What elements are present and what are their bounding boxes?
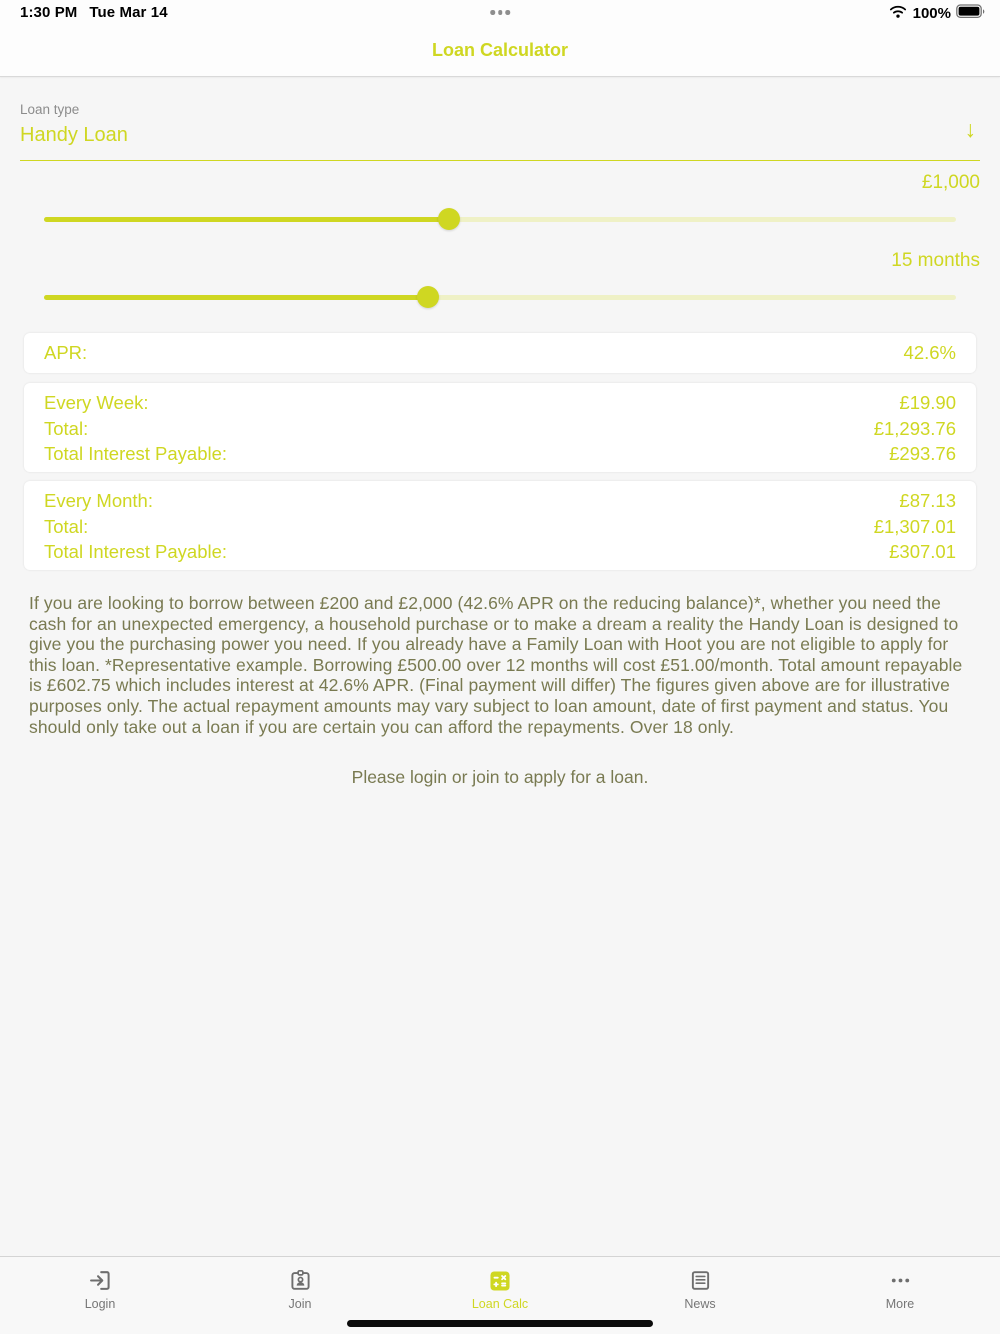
loan-type-underline (20, 160, 980, 161)
monthly-repayment-card (24, 481, 976, 570)
multitask-dots-icon (490, 10, 510, 15)
status-time-date (20, 4, 168, 21)
monthly-payment-label: Every Month: (44, 490, 153, 511)
loan-amount-slider[interactable] (44, 208, 956, 230)
loan-type-label: Loan type (20, 102, 80, 117)
battery-percent: 100% (912, 4, 951, 22)
weekly-repayment-card (24, 383, 976, 472)
tab-join-label: Join (288, 1297, 312, 1311)
loan-type-field[interactable] (20, 102, 980, 161)
slider-track-fill (44, 217, 449, 222)
weekly-total-label: Total: (44, 417, 89, 439)
tab-more[interactable] (800, 1257, 1000, 1334)
monthly-interest-label: Total Interest Payable: (44, 541, 228, 562)
slider-thumb[interactable] (438, 208, 460, 230)
calculator-icon (487, 1267, 513, 1294)
weekly-payment-value: £19.90 (899, 392, 956, 413)
header (0, 0, 1000, 77)
tab-loan-calc-label: Loan Calc (471, 1297, 529, 1311)
join-badge-icon (287, 1267, 314, 1294)
battery-icon (956, 4, 986, 23)
slider-track-fill (44, 295, 428, 300)
tab-login-label: Login (84, 1297, 116, 1311)
status-indicators (888, 3, 986, 23)
weekly-total-row (44, 416, 956, 442)
monthly-interest-row (44, 539, 956, 565)
apr-value: 42.6% (903, 342, 956, 363)
status-date: Tue Mar 14 (89, 4, 168, 21)
arrow-down-icon[interactable]: ↓ (964, 116, 976, 142)
weekly-interest-value: £293.76 (889, 443, 956, 464)
apr-card (24, 333, 976, 373)
weekly-interest-label: Total Interest Payable: (44, 443, 228, 464)
weekly-interest-row (44, 441, 956, 467)
monthly-payment-value: £87.13 (899, 490, 956, 511)
login-join-prompt: Please login or join to apply for a loan. (351, 767, 649, 787)
weekly-payment-row (44, 390, 956, 416)
loan-amount-value: £1,000 (921, 172, 980, 193)
slider-thumb[interactable] (417, 286, 439, 308)
monthly-payment-row (44, 488, 956, 514)
weekly-payment-label: Every Week: (44, 392, 149, 413)
loan-type-value[interactable]: Handy Loan (20, 124, 128, 146)
tab-news-label: News (684, 1297, 716, 1311)
more-ellipsis-icon (887, 1267, 914, 1294)
status-time: 1:30 PM (20, 4, 78, 21)
news-icon (687, 1267, 714, 1294)
weekly-total-value: £1,293.76 (873, 417, 956, 439)
loan-term-slider[interactable] (44, 286, 956, 308)
page-title: Loan Calculator (431, 40, 569, 60)
apr-label: APR: (44, 342, 88, 363)
monthly-total-row (44, 514, 956, 540)
monthly-interest-value: £307.01 (889, 541, 956, 562)
home-indicator[interactable] (347, 1320, 653, 1327)
monthly-total-label: Total: (44, 515, 89, 537)
monthly-total-value: £1,307.01 (873, 515, 956, 537)
apr-row (44, 340, 956, 366)
disclaimer-text: If you are looking to borrow between £200 and £2,000 (42.6% APR on the reducing balance)*, whether you need the cash for an unexpected emergency, a household purchase or to make a dream a reality the Handy Loan is designed to give you the purchasing power you need. If you already have a Family Loan with Hoot you are not eligible to apply for this loan. *Representative example. Borrowing £500.00 over 12 months will cost £51.00/month. Total amount repayable is £602.75 which includes interest at 42.6% APR. (Final payment will differ) The figures given above are for illustrative purposes only. The actual repayment amounts may vary subject to loan amount, date of first payment and status. You should only take out a loan if you are certain you can afford the repayments. Over 18 only. (29, 593, 963, 737)
tab-more-label: More (885, 1297, 915, 1311)
wifi-icon (888, 3, 908, 23)
login-icon (87, 1267, 114, 1294)
tab-login[interactable] (0, 1257, 200, 1334)
loan-term-value: 15 months (891, 250, 980, 271)
